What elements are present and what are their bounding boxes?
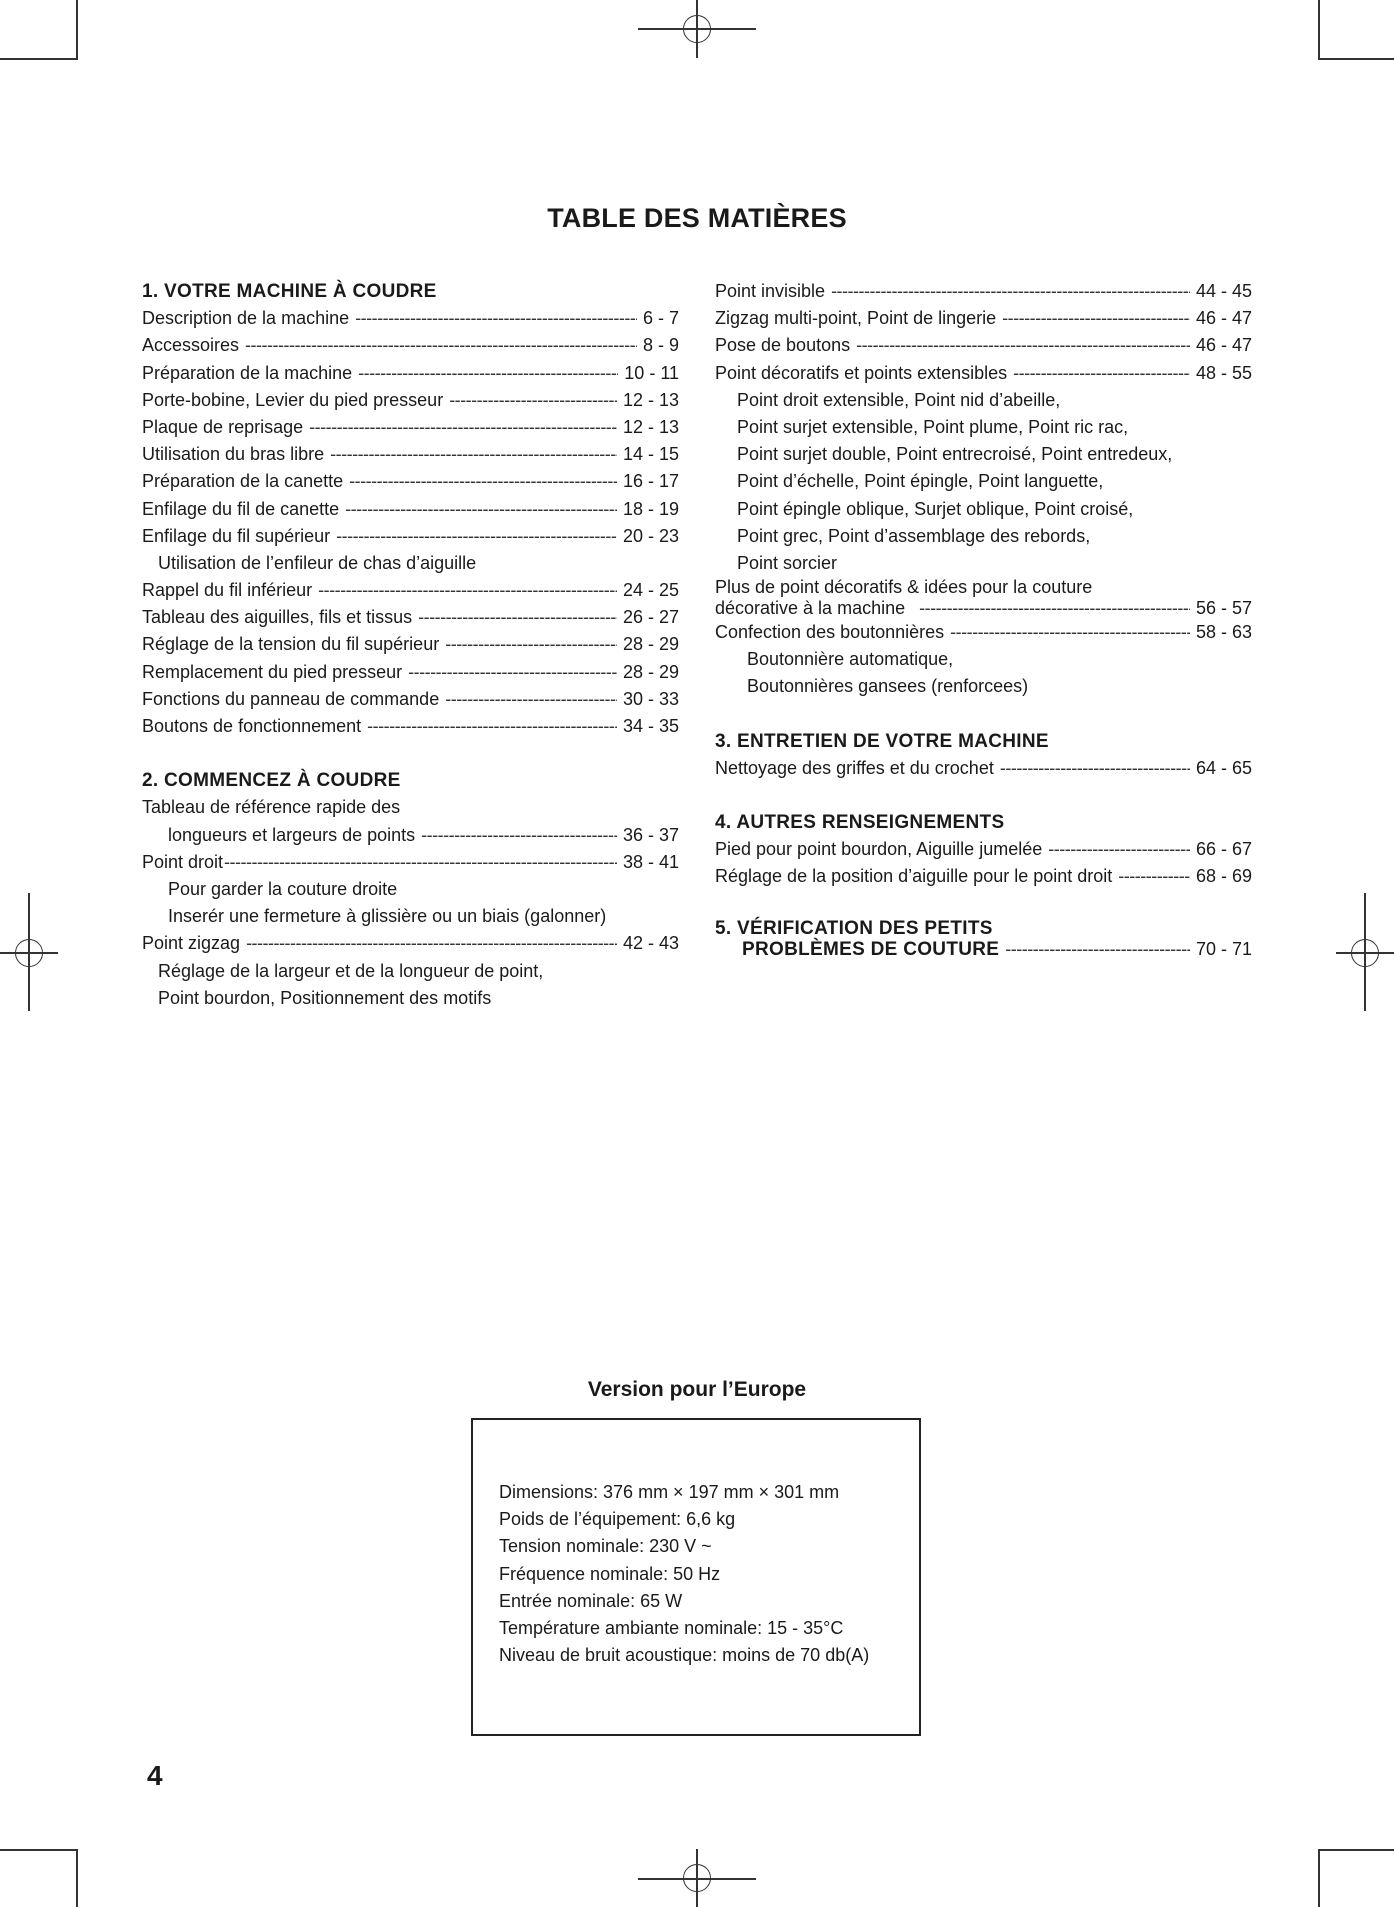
toc-entry-pages: 38 - 41: [622, 851, 679, 872]
toc-entry-pages: 6 - 7: [642, 308, 679, 329]
toc-entry-label: Point invisible: [715, 281, 826, 301]
toc-entry: [142, 822, 679, 849]
spec-line: Tension nominale: 230 V ~: [499, 1536, 712, 1557]
toc-entry: [142, 659, 679, 686]
toc-entry: [142, 496, 679, 523]
toc-entry-pages: 56 - 57: [1195, 598, 1252, 619]
toc-subentry: Point surjet double, Point entrecroisé, Point entredeux,: [737, 444, 1173, 465]
toc-entry: [142, 523, 679, 550]
toc-subentry: Point surjet extensible, Point plume, Point ric rac,: [737, 416, 1129, 437]
toc-entry-pages: 34 - 35: [622, 716, 679, 736]
toc-list: [715, 278, 1252, 387]
toc-entry-label: Point décoratifs et points extensibles: [715, 362, 1008, 383]
leader-dots: [449, 387, 617, 414]
spec-line: Dimensions: 376 mm × 197 mm × 301 mm: [499, 1482, 840, 1502]
toc-list: [142, 305, 679, 550]
toc-entry-pages: 42 - 43: [622, 933, 679, 954]
toc-entry-label: Enfilage du fil de canette: [142, 498, 340, 519]
toc-entry-label: Zigzag multi-point, Point de lingerie: [715, 308, 997, 329]
toc-subentry: Utilisation de l’enfileur de chas d’aiguille: [158, 552, 477, 573]
toc-entry-label: Tableau des aiguilles, fils et tissus: [142, 607, 413, 628]
toc-subentry: Boutonnière automatique,: [747, 649, 954, 670]
page-title: TABLE DES MATIÈRES: [547, 203, 847, 233]
leader-dots: [309, 414, 617, 441]
section-heading: 2. COMMENCEZ À COUDRE: [142, 770, 401, 792]
toc-entry: [142, 332, 679, 359]
toc-entry-label: Porte-bobine, Levier du pied presseur: [142, 389, 444, 410]
toc-entry: [142, 604, 679, 631]
leader-dots: [349, 468, 617, 495]
toc-entry-label: longueurs et largeurs de points: [168, 824, 416, 845]
toc-entry: [142, 441, 679, 468]
leader-dots: [345, 496, 617, 523]
toc-subentry: Point épingle oblique, Surjet oblique, Point croisé,: [737, 498, 1134, 519]
toc-entry-label: Pose de boutons: [715, 335, 851, 356]
leader-dots: [445, 631, 617, 658]
toc-entry-pages: 28 - 29: [622, 661, 679, 682]
toc-entry: [142, 387, 679, 414]
leader-dots: [919, 598, 1190, 619]
toc-entry-label: décorative à la machine: [715, 598, 906, 619]
toc-entry-line: Plus de point décoratifs & idées pour la couture: [715, 577, 1093, 598]
leader-dots: [445, 686, 617, 713]
toc-entry-pages: 44 - 45: [1195, 281, 1252, 301]
spec-line: Température ambiante nominale: 15 - 35°C: [499, 1617, 844, 1638]
toc-entry: [142, 468, 679, 495]
toc-entry-pages: 20 - 23: [622, 525, 679, 546]
toc-subentry: Boutonnières gansees (renforcees): [747, 676, 1029, 697]
toc-entry: [715, 863, 1252, 890]
toc-subentry: Point bourdon, Positionnement des motifs: [158, 987, 492, 1008]
toc-entry-pages: 30 - 33: [622, 688, 679, 709]
toc-entry: [715, 939, 1252, 960]
toc-entry-label: Nettoyage des griffes et du crochet: [715, 757, 994, 778]
toc-entry-label: Description de la machine: [142, 308, 350, 329]
leader-dots: [355, 305, 637, 332]
leader-dots: [418, 604, 617, 631]
toc-entry-label: Plaque de reprisage: [142, 416, 304, 437]
toc-entry-pages: 12 - 13: [622, 416, 679, 437]
toc-entry-label: Pied pour point bourdon, Aiguille jumelée: [715, 839, 1043, 860]
toc-entry-label: Remplacement du pied presseur: [142, 661, 403, 682]
toc-entry-label: Boutons de fonctionnement: [142, 716, 362, 736]
toc-entry-pages: 24 - 25: [622, 580, 679, 601]
toc-entry-line: Tableau de référence rapide des: [142, 797, 401, 818]
toc-list: [142, 577, 679, 740]
toc-entry: [142, 849, 679, 876]
leader-dots: [246, 930, 617, 957]
section-heading: 1. VOTRE MACHINE À COUDRE: [142, 281, 437, 302]
toc-subentry: Point grec, Point d’assemblage des rebords,: [737, 525, 1091, 546]
toc-entry-label: Réglage de la tension du fil supérieur: [142, 634, 440, 655]
toc-entry-pages: 36 - 37: [622, 824, 679, 845]
toc-subentry: Réglage de la largeur et de la longueur de point,: [158, 960, 544, 981]
toc-entry-pages: 26 - 27: [622, 607, 679, 628]
toc-entry: [715, 619, 1252, 646]
toc-entry: [142, 713, 679, 740]
toc-entry-pages: 8 - 9: [642, 335, 679, 356]
toc-subentry: Point d’échelle, Point épingle, Point languette,: [737, 471, 1104, 492]
toc-entry-pages: 12 - 13: [622, 389, 679, 410]
toc-entry-pages: 14 - 15: [622, 444, 679, 465]
toc-entry-pages: 64 - 65: [1195, 757, 1252, 778]
toc-entry: [715, 305, 1252, 332]
toc-entry-pages: 16 - 17: [622, 471, 679, 492]
section-heading: 4. AUTRES RENSEIGNEMENTS: [715, 812, 1005, 833]
toc-entry-label: Accessoires: [142, 335, 240, 356]
toc-entry: [142, 631, 679, 658]
toc-entry-pages: 28 - 29: [622, 634, 679, 655]
leader-dots: [358, 360, 618, 387]
toc-entry: [142, 305, 679, 332]
spec-box: [471, 1418, 921, 1736]
spec-line: Poids de l’équipement: 6,6 kg: [499, 1509, 736, 1530]
leader-dots: [1002, 305, 1190, 332]
section-heading: 5. VÉRIFICATION DES PETITS: [715, 917, 993, 939]
toc-entry: [715, 598, 1252, 619]
toc-sublist: [715, 387, 1252, 577]
leader-dots: [367, 713, 617, 740]
spec-line: Niveau de bruit acoustique: moins de 70 db(A): [499, 1645, 870, 1666]
leader-dots: [1013, 360, 1190, 387]
leader-dots: [408, 659, 617, 686]
toc-entry: [715, 836, 1252, 863]
toc-entry-label: Rappel du fil inférieur: [142, 580, 313, 601]
toc-entry-pages: 46 - 47: [1195, 335, 1252, 356]
toc-subentry: Pour garder la couture droite: [168, 878, 398, 899]
version-title: Version pour l’Europe: [587, 1378, 807, 1401]
toc-entry: [142, 414, 679, 441]
toc-entry-label: Utilisation du bras libre: [142, 444, 325, 465]
spec-list: [499, 1479, 869, 1669]
toc-entry-label: Réglage de la position d’aiguille pour le point droit: [715, 866, 1113, 887]
toc-entry-pages: 66 - 67: [1195, 839, 1252, 860]
toc-entry-pages: 10 - 11: [624, 362, 679, 383]
toc-entry: [715, 278, 1252, 305]
leader-dots: [1048, 836, 1190, 863]
leader-dots: [245, 332, 637, 359]
toc-entry-label: Point droit: [142, 851, 224, 872]
toc-entry-pages: 70 - 71: [1195, 938, 1252, 959]
toc-entry: [142, 930, 679, 957]
toc-subentry: Point droit extensible, Point nid d’abeille,: [737, 389, 1061, 410]
leader-dots: [1000, 755, 1190, 782]
leader-dots: [421, 822, 617, 849]
toc-entry-label: Enfilage du fil supérieur: [142, 525, 331, 546]
leader-dots: [831, 278, 1190, 305]
toc-entry-label: Préparation de la machine: [142, 362, 353, 383]
leader-dots: [1005, 939, 1190, 960]
page-number: 4: [147, 1760, 163, 1791]
toc-entry-pages: 68 - 69: [1195, 866, 1252, 887]
toc-entry-label: Préparation de la canette: [142, 471, 344, 492]
toc-entry: [142, 360, 679, 387]
toc-entry-label: Point zigzag: [142, 933, 241, 954]
toc-subentry: Point sorcier: [737, 552, 838, 573]
toc-right-column: [715, 278, 1252, 960]
leader-dots: [950, 619, 1190, 646]
toc-list: [715, 836, 1252, 890]
toc-entry: [142, 577, 679, 604]
leader-dots: [856, 332, 1190, 359]
leader-dots: [1118, 863, 1190, 890]
leader-dots: [336, 523, 617, 550]
toc-entry-label: Confection des boutonnières: [715, 622, 945, 643]
toc-entry: [142, 686, 679, 713]
toc-entry: [715, 360, 1252, 387]
toc-entry-pages: 58 - 63: [1195, 622, 1252, 643]
spec-line: Fréquence nominale: 50 Hz: [499, 1563, 721, 1584]
toc-entry-pages: 18 - 19: [622, 498, 679, 519]
spec-line: Entrée nominale: 65 W: [499, 1590, 683, 1611]
toc-left-column: [142, 278, 679, 1012]
toc-entry-pages: 48 - 55: [1195, 362, 1252, 383]
leader-dots: [318, 577, 617, 604]
toc-entry: [715, 332, 1252, 359]
section-heading: 3. ENTRETIEN DE VOTRE MACHINE: [715, 730, 1049, 752]
toc-entry-pages: 46 - 47: [1195, 308, 1252, 329]
toc-entry: [715, 755, 1252, 782]
toc-subentry: Inserér une fermeture à glissière ou un biais (galonner): [168, 906, 607, 927]
leader-dots: [224, 849, 617, 876]
section-heading-continued: PROBLÈMES DE COUTURE: [742, 938, 1000, 960]
toc-entry-label: Fonctions du panneau de commande: [142, 688, 440, 709]
leader-dots: [330, 441, 617, 468]
